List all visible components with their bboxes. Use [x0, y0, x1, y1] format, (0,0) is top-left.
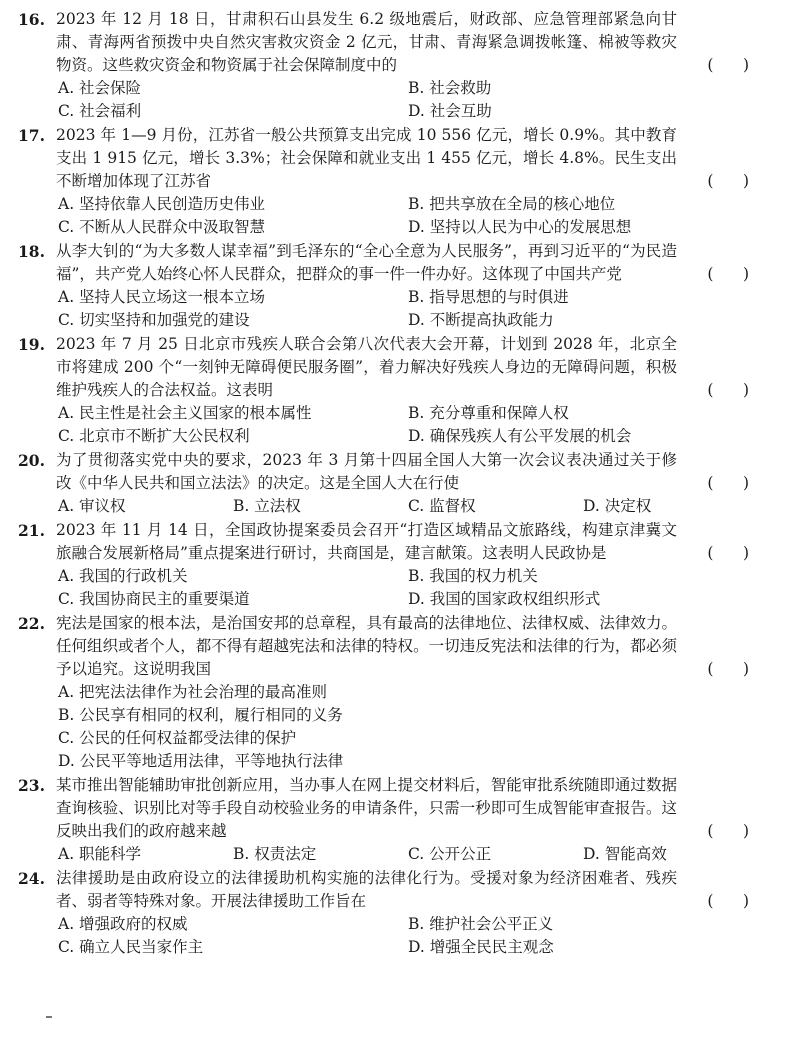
option-list	[56, 402, 757, 448]
question-stem-wrap	[56, 449, 757, 495]
answer-blank[interactable]: ( )	[707, 892, 749, 910]
option-a[interactable]: A. 坚持依靠人民创造历史伟业	[58, 195, 266, 213]
question-stem-wrap	[56, 124, 757, 193]
question-stem-wrap	[56, 240, 757, 286]
option-d[interactable]: D. 社会互助	[408, 102, 492, 120]
option-d[interactable]: D. 确保残疾人有公平发展的机会	[408, 427, 632, 445]
option-c[interactable]: C. 切实坚持和加强党的建设	[58, 311, 250, 329]
option-b[interactable]: B. 我国的权力机关	[408, 567, 538, 585]
option-b[interactable]: B. 公民享有相同的权利，履行相同的义务	[58, 706, 343, 724]
question-stem: 2023 年 1—9 月份，江苏省一般公共预算支出完成 10 556 亿元，增长 0.9%。其中教育支出 1 915 亿元，增长 3.3%；社会保障和就业支出 1 455 亿元，增长 4.8%。民生支出不断增加体现了江苏省	[56, 126, 677, 190]
option-list	[56, 913, 757, 959]
option-d[interactable]: D. 增强全民民主观念	[408, 938, 554, 956]
question-stem: 法律援助是由政府设立的法律援助机构实施的法律化行为。受援对象为经济困难者、残疾者、弱者等特殊对象。开展法律援助工作旨在	[56, 869, 677, 910]
option-c[interactable]: C. 监督权	[408, 497, 476, 515]
question-24	[18, 867, 757, 959]
question-stem: 某市推出智能辅助审批创新应用，当办事人在网上提交材料后，智能审批系统随即通过数据查询核验、识别比对等手段自动校验业务的申请条件，只需一秒即可生成智能审查报告。这反映出我们的政府越来越	[56, 776, 677, 840]
answer-blank[interactable]: ( )	[707, 822, 749, 840]
question-stem: 从李大钊的“为大多数人谋幸福”到毛泽东的“全心全意为人民服务”，再到习近平的“为民造福”，共产党人始终心怀人民群众，把群众的事一件一件办好。这体现了中国共产党	[56, 242, 677, 283]
option-a[interactable]: A. 我国的行政机关	[58, 567, 188, 585]
question-number: 22.	[18, 614, 45, 633]
option-b[interactable]: B. 立法权	[233, 497, 301, 515]
option-a[interactable]: A. 社会保险	[58, 79, 142, 97]
question-number: 24.	[18, 869, 45, 888]
question-18	[18, 240, 757, 332]
question-stem-wrap	[56, 774, 757, 843]
question-stem-wrap	[56, 612, 757, 681]
question-number: 18.	[18, 242, 45, 261]
question-17	[18, 124, 757, 239]
question-stem-wrap	[56, 333, 757, 402]
option-list	[56, 77, 757, 123]
option-list	[56, 565, 757, 611]
option-b[interactable]: B. 指导思想的与时俱进	[408, 288, 569, 306]
answer-blank[interactable]: ( )	[707, 381, 749, 399]
answer-blank[interactable]: ( )	[707, 172, 749, 190]
question-stem-wrap	[56, 8, 757, 77]
question-number: 23.	[18, 776, 45, 795]
question-stem-wrap	[56, 867, 757, 913]
option-b[interactable]: B. 社会救助	[408, 79, 492, 97]
question-stem-wrap	[56, 519, 757, 565]
question-16	[18, 8, 757, 123]
option-d[interactable]: D. 智能高效	[583, 845, 667, 863]
answer-blank[interactable]: ( )	[707, 265, 749, 283]
question-number: 21.	[18, 521, 45, 540]
answer-blank[interactable]: ( )	[707, 474, 749, 492]
option-c[interactable]: C. 不断从人民群众中汲取智慧	[58, 218, 266, 236]
question-19	[18, 333, 757, 448]
option-c[interactable]: C. 我国协商民主的重要渠道	[58, 590, 250, 608]
option-d[interactable]: D. 我国的国家政权组织形式	[408, 590, 601, 608]
option-a[interactable]: A. 审议权	[58, 497, 126, 515]
option-list	[56, 193, 757, 239]
question-number: 16.	[18, 10, 45, 29]
question-stem: 宪法是国家的根本法，是治国安邦的总章程，具有最高的法律地位、法律权威、法律效力。任何组织或者个人，都不得有超越宪法和法律的特权。一切违反宪法和法律的行为，都必须予以追究。这说明我国	[56, 614, 677, 678]
question-22	[18, 612, 757, 773]
option-list	[56, 681, 757, 773]
option-b[interactable]: B. 权责法定	[233, 845, 317, 863]
question-stem: 2023 年 7 月 25 日北京市残疾人联合会第八次代表大会开幕，计划到 2028 年，北京全市将建成 200 个“一刻钟无障碍便民服务圈”，着力解决好残疾人身边的无障碍问题，积极维护残疾人的合法权益。这表明	[56, 335, 677, 399]
option-list	[56, 286, 757, 332]
option-c[interactable]: C. 公民的任何权益都受法律的保护	[58, 729, 297, 747]
question-20	[18, 449, 757, 518]
option-d[interactable]: D. 不断提高执政能力	[408, 311, 554, 329]
question-list	[18, 8, 757, 959]
answer-blank[interactable]: ( )	[707, 56, 749, 74]
option-list	[56, 495, 757, 518]
question-number: 17.	[18, 126, 45, 145]
option-c[interactable]: C. 社会福利	[58, 102, 142, 120]
option-a[interactable]: A. 增强政府的权威	[58, 915, 188, 933]
question-stem: 2023 年 12 月 18 日，甘肃积石山县发生 6.2 级地震后，财政部、应急管理部紧急向甘肃、青海两省预拨中央自然灾害救灾资金 2 亿元，甘肃、青海紧急调拨帐篷、棉被等救灾物资。这些救灾资金和物资属于社会保障制度中的	[56, 10, 677, 74]
option-c[interactable]: C. 北京市不断扩大公民权利	[58, 427, 250, 445]
question-23	[18, 774, 757, 866]
page-mark	[46, 1016, 52, 1018]
option-a[interactable]: A. 坚持人民立场这一根本立场	[58, 288, 266, 306]
option-c[interactable]: C. 公开公正	[408, 845, 492, 863]
question-number: 19.	[18, 335, 45, 354]
question-21	[18, 519, 757, 611]
option-d[interactable]: D. 公民平等地适用法律，平等地执行法律	[58, 752, 344, 770]
answer-blank[interactable]: ( )	[707, 544, 749, 562]
question-stem: 2023 年 11 月 14 日，全国政协提案委员会召开“打造区域精品文旅路线，构建京津冀文旅融合发展新格局”重点提案进行研讨，共商国是，建言献策。这表明人民政协是	[56, 521, 677, 562]
option-a[interactable]: A. 把宪法法律作为社会治理的最高准则	[58, 683, 328, 701]
option-d[interactable]: D. 坚持以人民为中心的发展思想	[408, 218, 632, 236]
question-stem: 为了贯彻落实党中央的要求，2023 年 3 月第十四届全国人大第一次会议表决通过关于修改《中华人民共和国立法法》的决定。这是全国人大在行使	[56, 451, 677, 492]
option-d[interactable]: D. 决定权	[583, 497, 652, 515]
option-b[interactable]: B. 把共享放在全局的核心地位	[408, 195, 616, 213]
option-b[interactable]: B. 维护社会公平正义	[408, 915, 554, 933]
option-a[interactable]: A. 职能科学	[58, 845, 142, 863]
option-c[interactable]: C. 确立人民当家作主	[58, 938, 204, 956]
option-list	[56, 843, 757, 866]
option-b[interactable]: B. 充分尊重和保障人权	[408, 404, 569, 422]
answer-blank[interactable]: ( )	[707, 660, 749, 678]
question-number: 20.	[18, 451, 45, 470]
option-a[interactable]: A. 民主性是社会主义国家的根本属性	[58, 404, 312, 422]
